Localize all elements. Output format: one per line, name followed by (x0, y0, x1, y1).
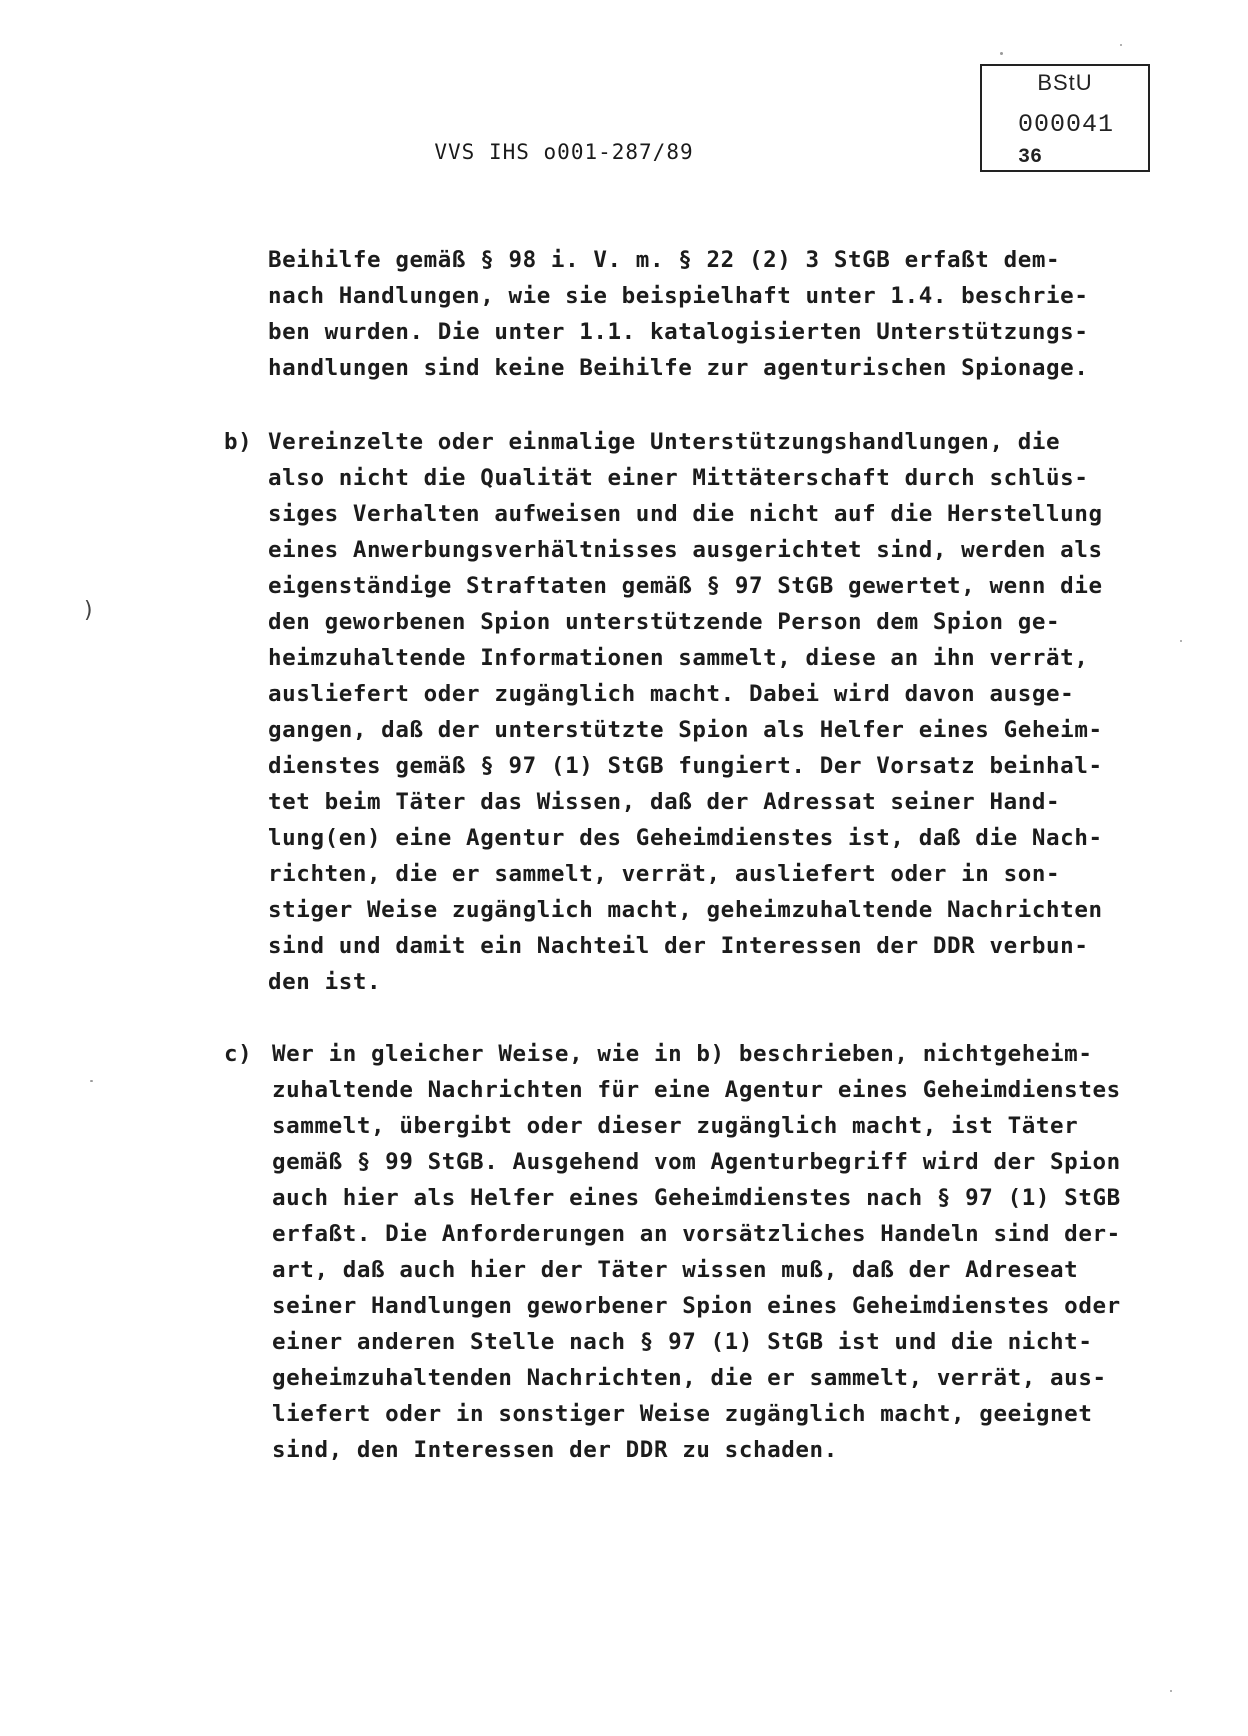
scan-speck (1000, 52, 1003, 55)
text-line: einer anderen Stelle nach § 97 (1) StGB ist und die nicht- (272, 1329, 1093, 1355)
scan-speck (1180, 640, 1182, 642)
text-line: Wer in gleicher Weise, wie in b) beschrieben, nichtgeheim- (272, 1041, 1093, 1067)
text-line: gangen, daß der unterstützte Spion als Helfer eines Geheim- (268, 717, 1103, 743)
scan-speck (90, 1080, 93, 1082)
text-line: siges Verhalten aufweisen und die nicht auf die Herstellung (268, 501, 1103, 527)
section-c-marker: c) (224, 1041, 253, 1067)
text-line: stiger Weise zugänglich macht, geheimzuhaltende Nachrichten (268, 897, 1103, 923)
section-b-marker: b) (224, 429, 253, 455)
text-line: geheimzuhaltenden Nachrichten, die er sammelt, verrät, aus- (272, 1365, 1107, 1391)
text-line: gemäß § 99 StGB. Ausgehend vom Agenturbegriff wird der Spion (272, 1149, 1121, 1175)
text-line: Vereinzelte oder einmalige Unterstützungshandlungen, die (268, 429, 1061, 455)
text-line: eigenständige Straftaten gemäß § 97 StGB gewertet, wenn die (268, 573, 1103, 599)
text-line: sammelt, übergibt oder dieser zugänglich macht, ist Täter (272, 1113, 1079, 1139)
section-c-paragraph (272, 1036, 1121, 1468)
text-line: auch hier als Helfer eines Geheimdienstes nach § 97 (1) StGB (272, 1185, 1121, 1211)
text-line: eines Anwerbungsverhältnisses ausgerichtet sind, werden als (268, 537, 1103, 563)
text-line: lung(en) eine Agentur des Geheimdienstes ist, daß die Nach- (268, 825, 1103, 851)
scan-speck (1170, 1690, 1172, 1692)
intro-paragraph (268, 242, 1088, 386)
text-line: ben wurden. Die unter 1.1. katalogisierten Unterstützungs- (268, 319, 1089, 345)
text-line: richten, die er sammelt, verrät, ausliefert oder in son- (268, 861, 1061, 887)
text-line: seiner Handlungen geworbener Spion eines Geheimdienstes oder (272, 1293, 1121, 1319)
text-line: Beihilfe gemäß § 98 i. V. m. § 22 (2) 3 StGB erfaßt dem- (268, 247, 1061, 273)
text-line: den ist. (268, 969, 382, 995)
stamp-archive-label: BStU (1037, 70, 1093, 95)
text-line: art, daß auch hier der Täter wissen muß, daß der Adreseat (272, 1257, 1079, 1283)
scan-speck (1120, 44, 1122, 46)
stamp-document-number: 000041 (1018, 110, 1115, 139)
text-line: sind, den Interessen der DDR zu schaden. (272, 1437, 838, 1463)
stamp-page-number: 36 (1018, 146, 1043, 169)
text-line: nach Handlungen, wie sie beispielhaft unter 1.4. beschrie- (268, 283, 1089, 309)
text-line: sind und damit ein Nachteil der Interessen der DDR verbun- (268, 933, 1089, 959)
text-line: liefert oder in sonstiger Weise zugänglich macht, geeignet (272, 1401, 1093, 1427)
margin-mark: ) (82, 598, 96, 623)
text-line: erfaßt. Die Anforderungen an vorsätzliches Handeln sind der- (272, 1221, 1121, 1247)
text-line: also nicht die Qualität einer Mittäterschaft durch schlüs- (268, 465, 1089, 491)
text-line: heimzuhaltende Informationen sammelt, diese an ihn verrät, (268, 645, 1089, 671)
text-line: dienstes gemäß § 97 (1) StGB fungiert. Der Vorsatz beinhal- (268, 753, 1103, 779)
text-line: ausliefert oder zugänglich macht. Dabei wird davon ausge- (268, 681, 1075, 707)
text-line: den geworbenen Spion unterstützende Person dem Spion ge- (268, 609, 1061, 635)
section-b-paragraph (268, 424, 1103, 1000)
text-line: handlungen sind keine Beihilfe zur agenturischen Spionage. (268, 355, 1089, 381)
document-reference: VVS IHS o001-287/89 (434, 140, 694, 164)
text-line: tet beim Täter das Wissen, daß der Adressat seiner Hand- (268, 789, 1061, 815)
text-line: zuhaltende Nachrichten für eine Agentur eines Geheimdienstes (272, 1077, 1121, 1103)
